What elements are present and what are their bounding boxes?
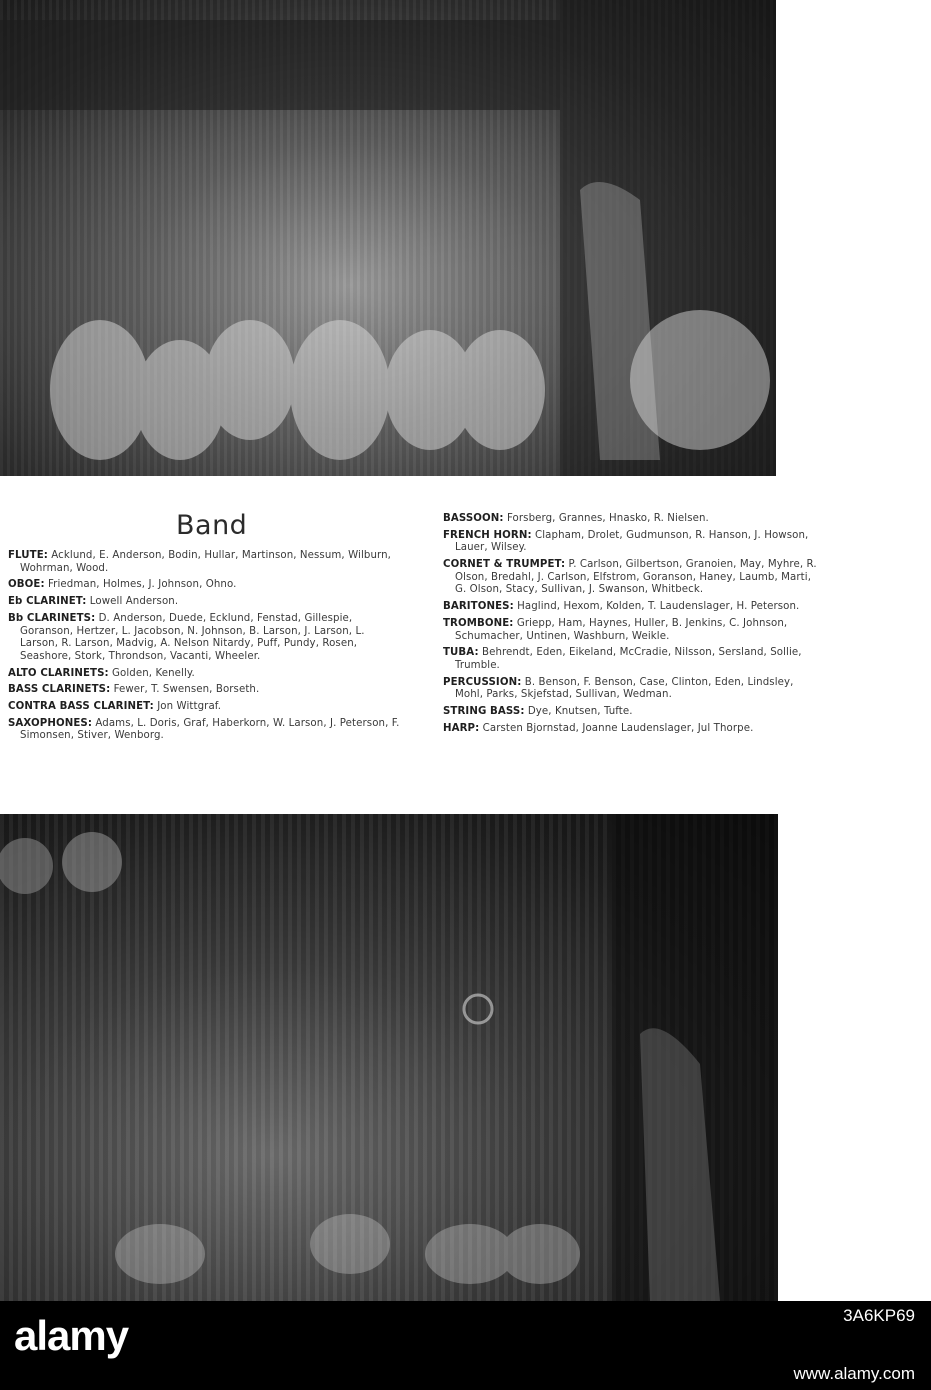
roster-entry xyxy=(443,647,821,672)
section-label: BASSOON: xyxy=(443,513,504,524)
roster-entry xyxy=(443,677,821,702)
section-label: TROMBONE: xyxy=(443,617,514,629)
section-label: TUBA: xyxy=(443,647,479,659)
section-label: PERCUSSION: xyxy=(443,676,522,688)
roster-entry xyxy=(8,550,404,575)
member-names: Friedman, Holmes, J. Johnson, Ohno. xyxy=(47,579,237,591)
orchestra-photo xyxy=(0,0,776,476)
member-names: Forsberg, Grannes, Hnasko, R. Nielsen. xyxy=(506,513,709,524)
section-label: OBOE: xyxy=(8,579,45,591)
member-names: Dye, Knutsen, Tufte. xyxy=(527,706,633,718)
image-id: 3A6KP69 xyxy=(843,1306,915,1325)
watermark-logo: alamy xyxy=(14,1312,129,1359)
roster-entry xyxy=(8,613,404,663)
band-photo xyxy=(0,814,778,1301)
member-names: Haglind, Hexom, Kolden, T. Laudenslager, H. Peterson. xyxy=(517,601,800,613)
section-label: FLUTE: xyxy=(8,550,48,561)
roster-entry xyxy=(8,701,404,714)
member-names: Adams, L. Doris, Graf, Haberkorn, W. Larson, J. Peterson, F. Simonsen, Stiver, Wenborg. xyxy=(20,717,400,742)
roster-entry xyxy=(443,706,821,719)
section-label: Bb CLARINETS: xyxy=(8,612,96,624)
section-label: HARP: xyxy=(443,722,480,734)
roster-entry xyxy=(443,618,821,643)
site-url: www.alamy.com xyxy=(793,1364,915,1383)
member-names: Golden, Kenelly. xyxy=(112,667,195,679)
roster-right-column xyxy=(443,513,821,740)
roster-entry xyxy=(8,718,404,743)
roster-entry xyxy=(8,596,404,609)
roster-entry xyxy=(8,684,404,697)
member-names: Carsten Bjornstad, Joanne Laudenslager, Jul Thorpe. xyxy=(482,722,754,734)
section-label: BASS CLARINETS: xyxy=(8,684,111,696)
section-label: FRENCH HORN: xyxy=(443,529,532,541)
roster-entry xyxy=(443,723,821,736)
page-title: Band xyxy=(176,510,248,541)
section-label: CONTRA BASS CLARINET: xyxy=(8,701,154,713)
member-names: P. Carlson, Gilbertson, Granoien, May, Myhre, R. Olson, Bredahl, J. Carlson, Elfstrom, Goranson, Haney, Laumb, Marti, G. Olson, Stacy, Sullivan, J. Swanson, Whitbeck. xyxy=(455,559,817,596)
roster-entry xyxy=(8,668,404,681)
roster-entry xyxy=(443,559,821,597)
section-label: BARITONES: xyxy=(443,601,514,613)
member-names: Griepp, Ham, Haynes, Huller, B. Jenkins, C. Johnson, Schumacher, Untinen, Washburn, Weikle. xyxy=(455,617,788,642)
member-names: B. Benson, F. Benson, Case, Clinton, Eden, Lindsley, Mohl, Parks, Skjefstad, Sullivan, Wedman. xyxy=(455,676,794,701)
section-label: ALTO CLARINETS: xyxy=(8,667,109,679)
section-label: SAXOPHONES: xyxy=(8,717,93,729)
roster-left-column xyxy=(8,550,404,747)
roster-entry xyxy=(8,579,404,592)
member-names: Acklund, E. Anderson, Bodin, Hullar, Martinson, Nessum, Wilburn, Wohrman, Wood. xyxy=(20,550,392,574)
member-names: Jon Wittgraf. xyxy=(157,701,222,713)
roster-entry xyxy=(443,513,821,526)
roster-entry xyxy=(443,530,821,555)
member-names: Lowell Anderson. xyxy=(89,596,179,608)
section-label: STRING BASS: xyxy=(443,706,525,718)
member-names: Fewer, T. Swensen, Borseth. xyxy=(113,684,260,696)
member-names: D. Anderson, Duede, Ecklund, Fenstad, Gillespie, Goranson, Hertzer, L. Jacobson, N. Johnson, B. Larson, J. Larson, L. Larson, R. Larson, Madvig, A. Nelson Nitardy, Puff, Pundy, Rosen, Seashore, Stork, Throndson, Vacanti, Wheeler. xyxy=(20,612,365,662)
member-names: Clapham, Drolet, Gudmunson, R. Hanson, J. Howson, Lauer, Wilsey. xyxy=(455,529,809,554)
section-label: CORNET & TRUMPET: xyxy=(443,559,566,571)
member-names: Behrendt, Eden, Eikeland, McCradie, Nilsson, Sersland, Sollie, Trumble. xyxy=(455,647,802,671)
section-label: Eb CLARINET: xyxy=(8,596,87,608)
roster-entry xyxy=(443,601,821,614)
